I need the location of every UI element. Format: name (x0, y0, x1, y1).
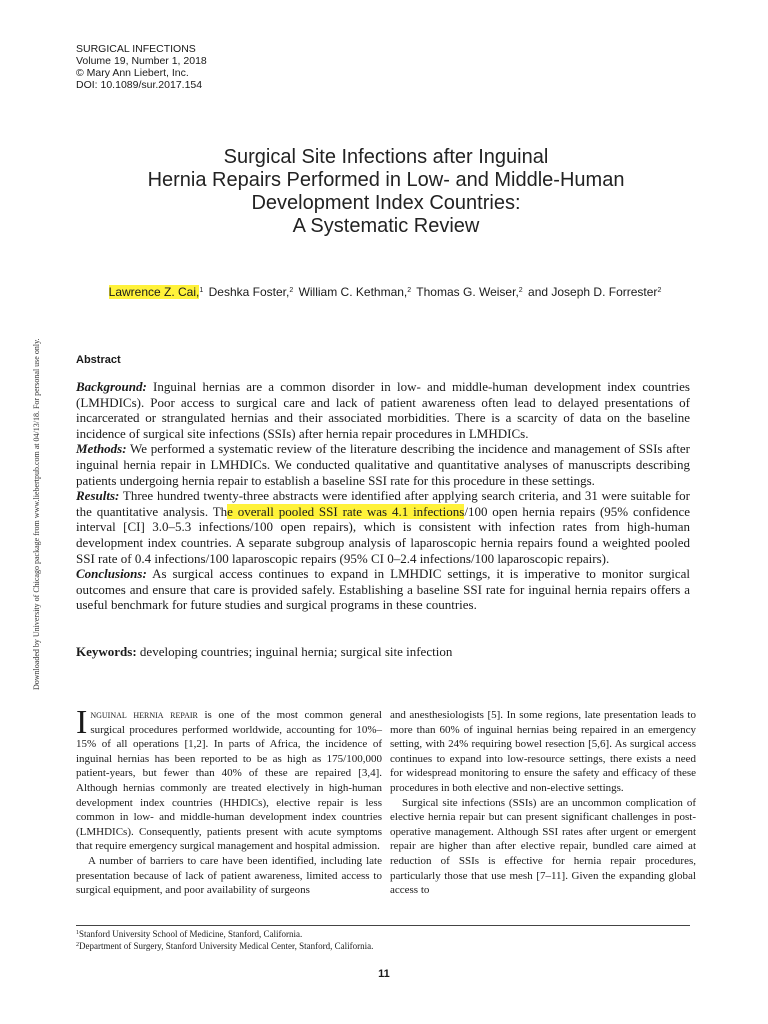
results-highlighted-text: e overall pooled SSI rate was 4.1 infections (227, 503, 465, 519)
author-name: and Joseph D. Forrester (528, 285, 658, 299)
abstract-methods (76, 441, 690, 488)
author-name: Deshka Foster, (208, 285, 290, 299)
keywords (76, 644, 690, 660)
abstract-background (76, 379, 690, 441)
keywords-text: developing countries; inguinal hernia; surgical site infection (139, 644, 453, 659)
background-text: Inguinal hernias are a common disorder in low- and middle-human development index countries (LMHDICs). Poor access to surgical care and lack of patient awareness often lead to delayed presentations of incarcerated or strangulated hernias and their associated morbidities. There is a scarcity of data on the baseline incidence of surgical site infections (SSIs) after hernia repair procedures in LMHDICs. (76, 379, 690, 441)
journal-copyright: © Mary Ann Liebert, Inc. (76, 67, 189, 79)
journal-name: SURGICAL INFECTIONS (76, 43, 196, 55)
title-line: Hernia Repairs Performed in Low- and Middle-Human (147, 169, 625, 191)
affiliation-marker: 2 (657, 287, 662, 294)
abstract-conclusions (76, 566, 690, 613)
journal-volume: Volume 19, Number 1, 2018 (76, 55, 207, 67)
footnote-divider (76, 925, 690, 926)
author-name: Thomas G. Weiser, (416, 285, 519, 299)
author-name-highlighted: Lawrence Z. Cai, (108, 285, 200, 299)
body-column-right (390, 708, 696, 898)
title-line: Development Index Countries: (251, 192, 521, 214)
footnote (76, 940, 690, 952)
page-number: 11 (378, 968, 390, 980)
lead-in-smallcaps: nguinal hernia repair (90, 709, 198, 721)
abstract-results (76, 488, 690, 566)
footnotes (76, 928, 690, 952)
author-name: William C. Kethman, (298, 285, 408, 299)
body-column-left (76, 704, 382, 898)
article-title (76, 146, 696, 238)
body-paragraph: A number of barriers to care have been identified, including late presentation because of lack of patient awareness, limited access to surgical equipment, and poor availability of surgeons (76, 854, 382, 897)
results-text-continued: /100 open hernia repairs (95% confidence interval [CI] 3.0–5.3 infections/100 open repairs), which is consistent with infection rates from high-human development index countries. A separate subgroup analysis of laparoscopic hernia repairs found a weighted pooled SSI rate of 0.4 infections/100 laparoscopic repairs (95% CI 0–2.4 infections/100 laparoscopic repairs). (76, 503, 690, 566)
drop-cap: I (76, 704, 88, 741)
affiliation-marker: 1 (199, 287, 204, 294)
footnote-marker: 2 (76, 942, 79, 948)
results-text: Three hundred twenty-three abstracts were identified after applying search criteria, and 31 were suitable for the quantitative analysis. Th (76, 488, 690, 519)
title-line: Surgical Site Infections after Inguinal (223, 146, 549, 168)
keywords-label: Keywords: (76, 644, 137, 659)
methods-label: Methods: (76, 441, 127, 457)
paragraph-text: is one of the most common general surgical procedures performed worldwide, accounting for 10%–15% of all operations [1,2]. In parts of Africa, the incidence of inguinal hernias has been reported to be as high as 175/100,000 patient-years, but fewer than 40% of these are repaired [3,4]. Although hernias commonly are treated electively in high-human development index countries (HHDICs), elective repair is less common in low- and middle-human development index countries (LMHDICs). Consequently, patients present with acute symptoms that require emergency surgical management and hospital admission. (76, 709, 382, 853)
affiliation-marker: 2 (518, 287, 523, 294)
journal-doi: DOI: 10.1089/sur.2017.154 (76, 79, 203, 91)
results-label: Results: (76, 488, 120, 504)
abstract-heading: Abstract (76, 354, 121, 366)
author-list (76, 285, 696, 299)
body-paragraph: Surgical site infections (SSIs) are an uncommon complication of elective hernia repair but can present significant challenges in post-operative management. Although SSI rates after urgent or emergent repair are higher than after elective repair, bundled care aimed at reduction of SSIs is effective for hernia repair procedures, particularly those that use mesh [7–11]. Given the expanding global access to (390, 796, 696, 897)
conclusions-label: Conclusions: (76, 566, 147, 582)
journal-header (76, 43, 207, 91)
affiliation-marker: 2 (289, 287, 294, 294)
methods-text: We performed a systematic review of the literature describing the incidence and management of SSIs after inguinal hernia repair in LMHDICs. We conducted qualitative and quantitative analyses of manuscripts describing patients undergoing hernia repair to establish a baseline SSI rate for this procedure in these settings. (76, 441, 691, 488)
body-paragraph: and anesthesiologists [5]. In some regions, late presentation leads to more than 60% of inguinal hernias being repaired in an emergency setting, with 24% requiring bowel resection [5,6]. As surgical access continues to expand into low-resource settings, there exists a need for widespread monitoring to ensure the safety and efficacy of these procedures in both elective and non-elective settings. (390, 709, 696, 794)
footnote-marker: 1 (76, 930, 79, 936)
footnote-text: Stanford University School of Medicine, Stanford, California. (79, 929, 303, 939)
footnote (76, 928, 690, 940)
affiliation-marker: 2 (407, 287, 412, 294)
download-side-note: Downloaded by University of Chicago package from www.liebertpub.com at 04/13/18. For personal use only. (32, 338, 41, 690)
abstract-body (76, 379, 690, 613)
conclusions-text: As surgical access continues to expand in LMHDIC settings, it is imperative to monitor surgical outcomes and ensure that care is provided safely. Establishing a baseline SSI rate for inguinal hernia repairs offers a useful benchmark for future studies and surgical programs in these countries. (76, 566, 690, 613)
body-paragraph (76, 704, 382, 854)
background-label: Background: (76, 379, 147, 394)
footnote-text: Department of Surgery, Stanford University Medical Center, Stanford, California. (79, 941, 374, 951)
title-line: A Systematic Review (292, 215, 480, 237)
